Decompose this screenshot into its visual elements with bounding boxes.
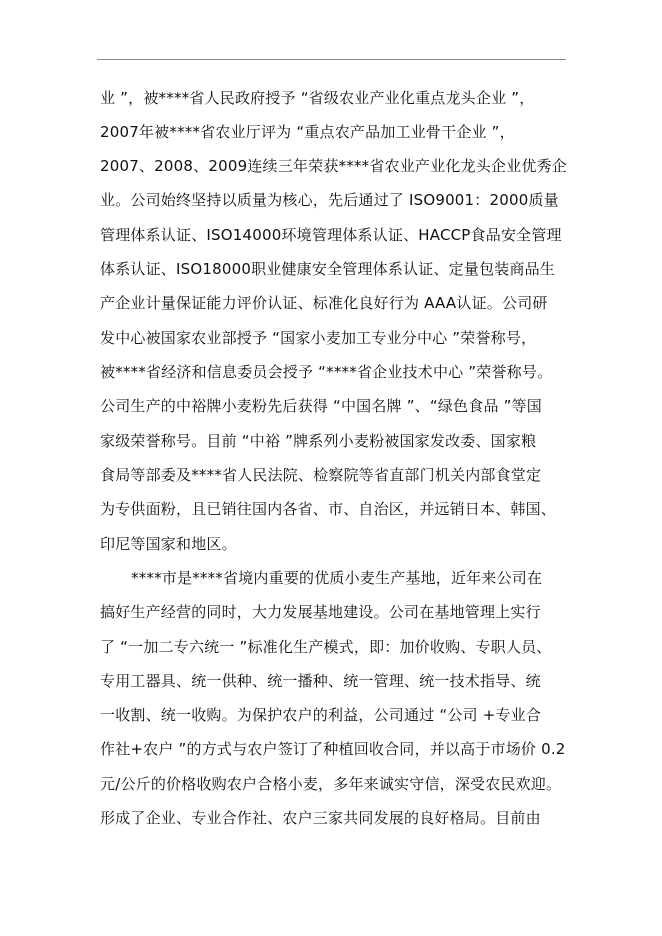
text-line: 食局等部委及****省人民法院、检察院等省直部门机关内部食堂定 (100, 466, 542, 484)
text-line: 公司生产的中裕牌小麦粉先后获得 “中国名牌 ”、“绿色食品 ”等国 (100, 397, 542, 415)
text-line: 业。公司始终坚持以质量为核心，先后通过了 ISO9001：2000质量 (100, 191, 559, 209)
text-line: 搞好生产经营的同时，大力发展基地建设。公司在基地管理上实行 (100, 603, 541, 621)
text-line: 专用工器具、统一供种、统一播种、统一管理、统一技术指导、统 (100, 672, 541, 690)
text-line: 为专供面粉，且已销往国内各省、市、自治区，并远销日本、韩国、 (100, 500, 557, 518)
text-line: 管理体系认证、ISO14000环境管理体系认证、HACCP食品安全管理 (100, 226, 562, 244)
text-line: 了 “一加二专六统一 ”标准化生产模式，即：加价收购、专职人员、 (100, 638, 552, 656)
text-line: 印尼等国家和地区。 (100, 535, 237, 553)
text-line: 体系认证、ISO18000职业健康安全管理体系认证、定量包装商品生 (100, 260, 556, 278)
text-line: 形成了企业、专业合作社、农户三家共同发展的良好格局。目前由 (100, 809, 541, 827)
paragraph-first-line: ****市是****省境内重要的优质小麦生产基地，近年来公司在 (131, 569, 543, 587)
text-line: 家级荣誉称号。目前 “中裕 ”牌系列小麦粉被国家发改委、国家粮 (100, 432, 537, 450)
text-line: 元/公斤的价格收购农户合格小麦，多年来诚实守信，深受农民欢迎。 (100, 775, 562, 793)
text-line: 产企业计量保证能力评价认证、标准化良好行为 AAA认证。公司研 (100, 294, 548, 312)
text-line: 2007、2008、2009连续三年荣获****省农业产业化龙头企业优秀企 (100, 157, 567, 175)
text-line: 2007年被****省农业厅评为 “重点农产品加工业骨干企业 ”， (100, 123, 515, 141)
text-line: 被****省经济和信息委员会授予 “****省企业技术中心 ”荣誉称号。 (100, 363, 553, 381)
text-line: 发中心被国家农业部授予 “国家小麦加工专业分中心 ”荣誉称号， (100, 329, 537, 347)
text-line: 一收割、统一收购。为保护农户的利益，公司通过 “公司 +专业合 (100, 706, 542, 724)
text-line: 作社+农户 ”的方式与农户签订了种植回收合同，并以高于市场价 0.2 (100, 740, 566, 758)
text-line: 业 ”，被****省人民政府授予 “省级农业产业化重点龙头企业 ”， (100, 89, 535, 107)
